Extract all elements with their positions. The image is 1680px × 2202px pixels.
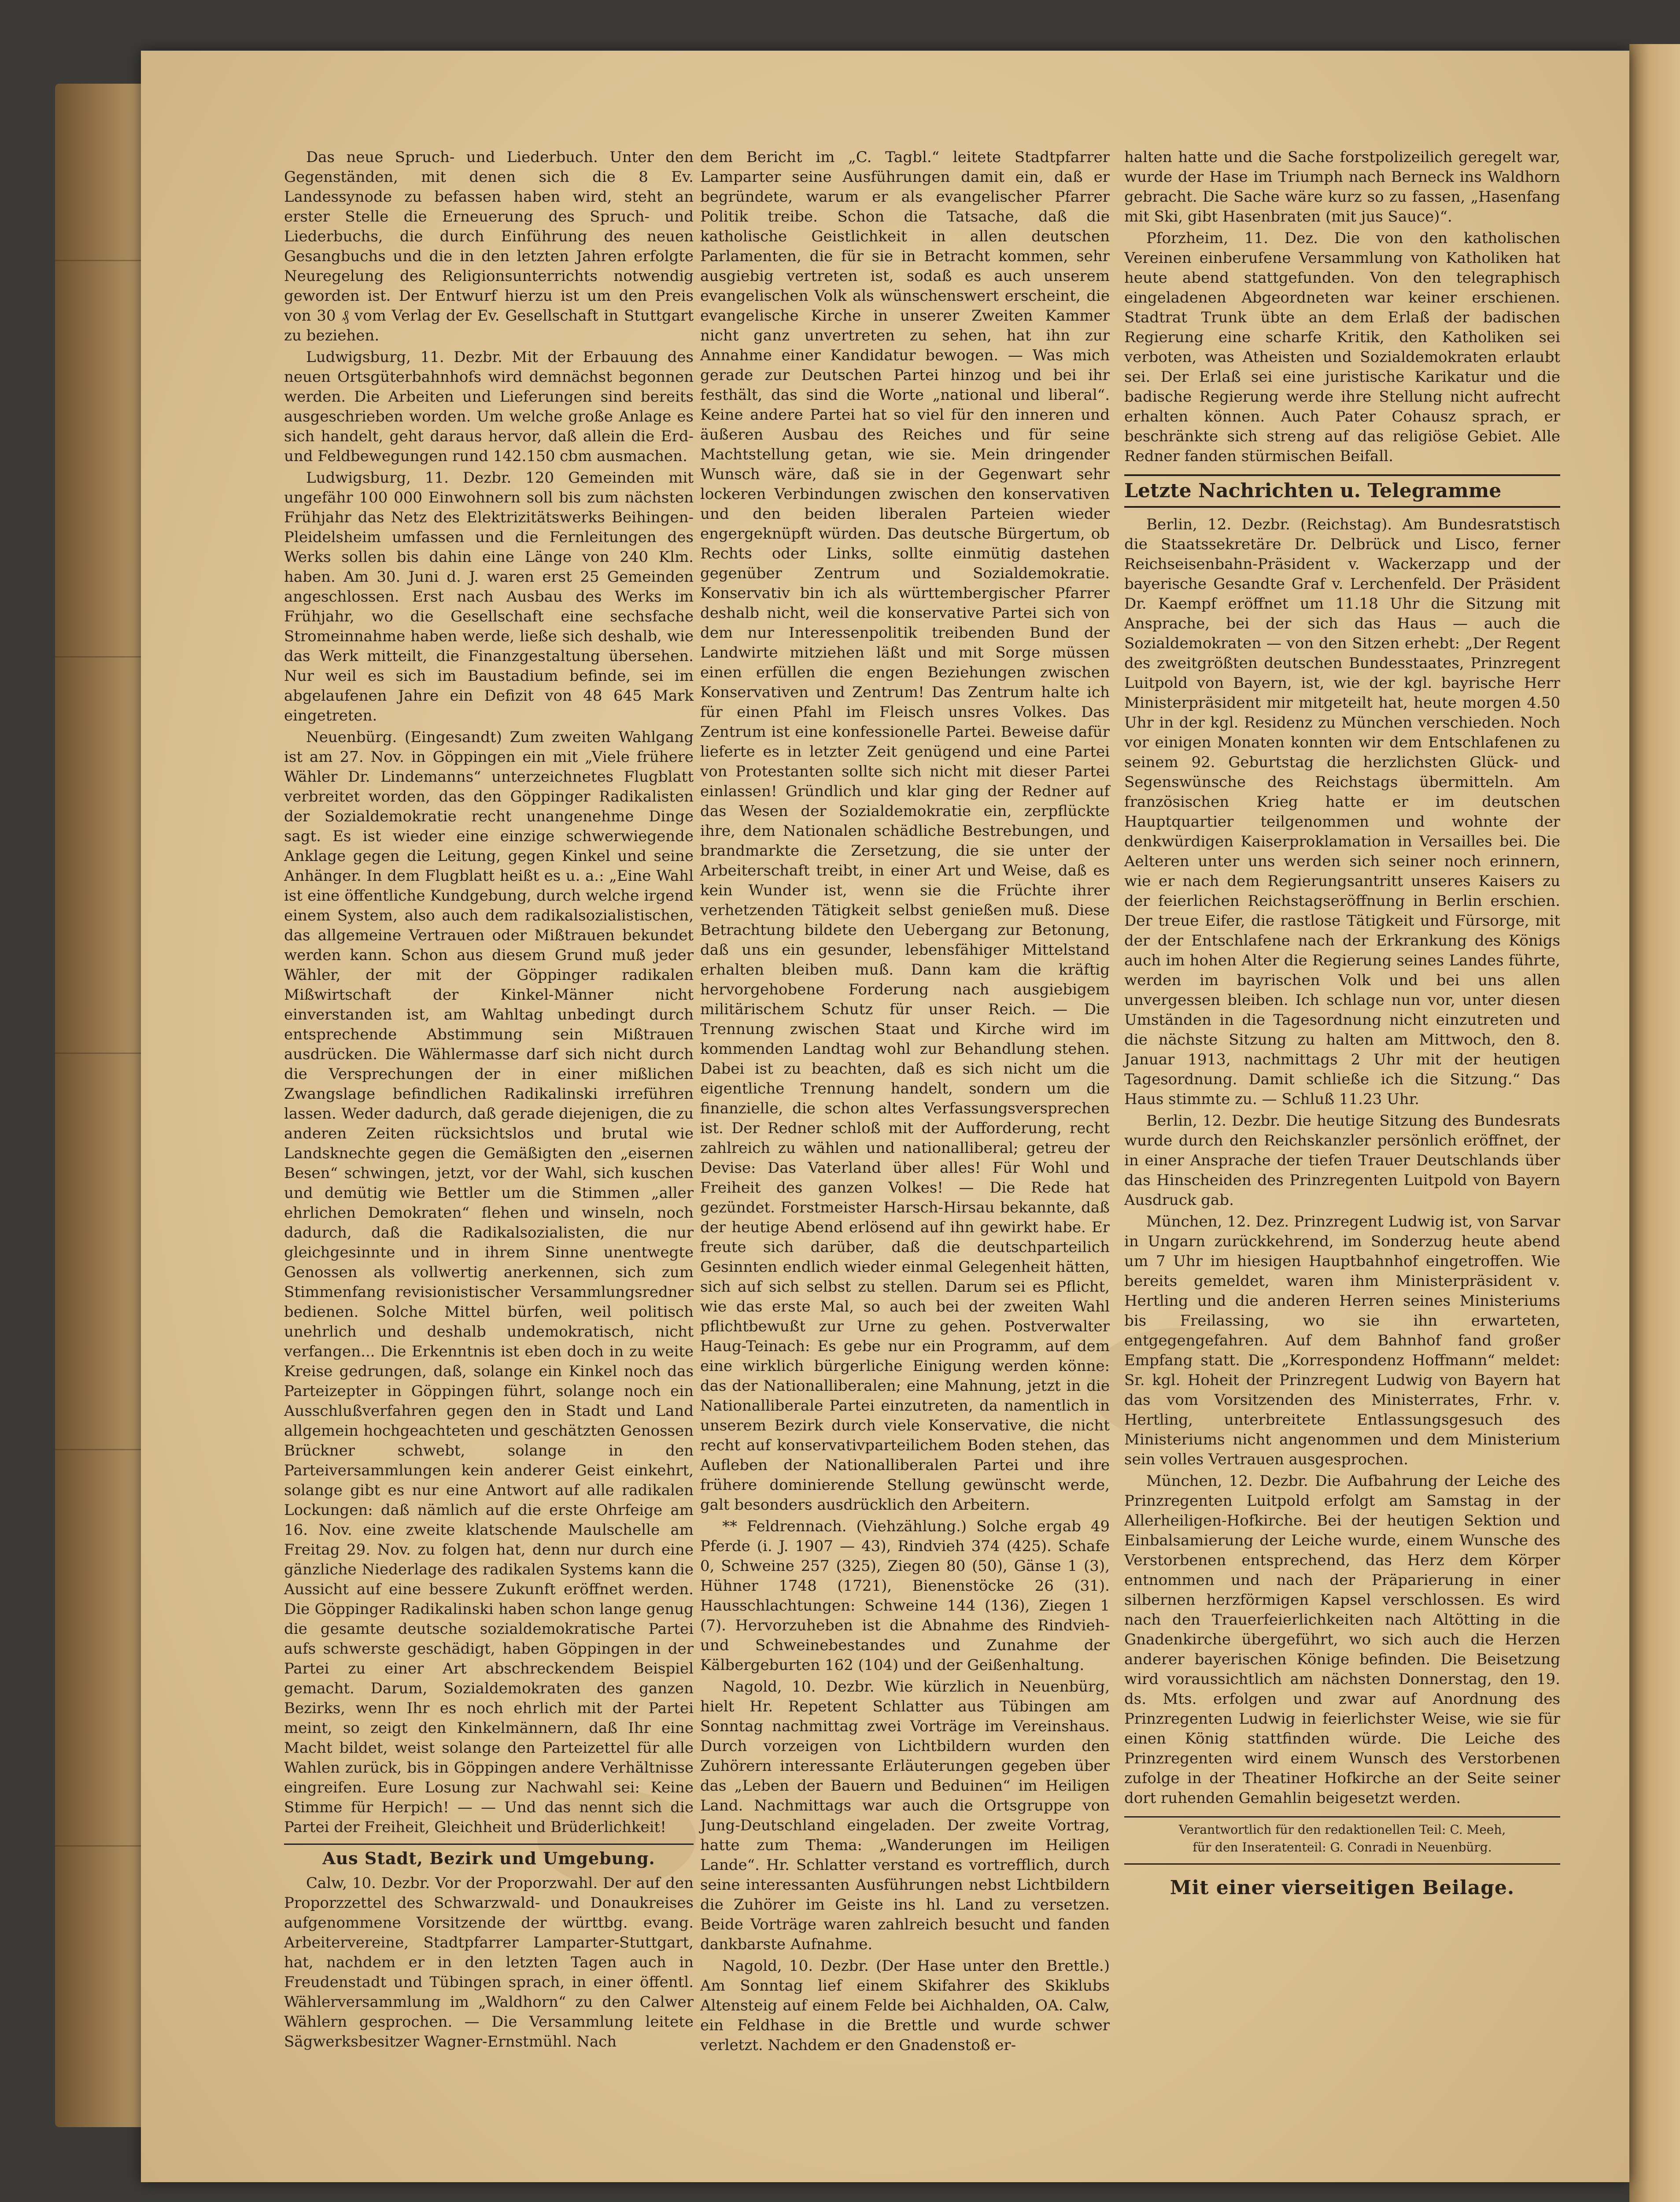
article-paragraph: halten hatte und die Sache forstpolizeilich geregelt war, wurde der Hase im Triumph nach Berneck ins Waldhorn gebracht. Die Sache wäre kurz so zu fassen, „Hasenfang mit Ski, gibt Hasenbraten (mit jus Sauce)“. bbox=[1124, 148, 1560, 225]
next-page-edge bbox=[1629, 44, 1680, 2202]
article-paragraph: Nagold, 10. Dezbr. (Der Hase unter den Brettle.) Am Sonntag lief einem Skifahrer des Skiklubs Altensteig auf einem Felde bei Aichhalden, OA. Calw, ein Feldhase in die Brettle und wurde schwer verletzt. Nachdem er den Gnadenstoß er- bbox=[700, 1957, 1110, 2054]
responsible-editor-line: Verantwortlich für den redaktionellen Teil: C. Meeh, bbox=[1178, 1822, 1506, 1837]
supplement-note: Mit einer vierseitigen Beilage. bbox=[1170, 1877, 1515, 1899]
article-paragraph: Neuenbürg. (Eingesandt) Zum zweiten Wahlgang ist am 27. Nov. in Göppingen ein mit „Viele frühere Wähler Dr. Lindemanns“ unterzeichnetes Flugblatt verbreitet worden, das den Göppinger Radikalisten der Sozialdemokratie recht unangenehme Dinge sagt. Es ist wieder eine einzige schwerwiegende Anklage gegen die Leitung, gegen Kinkel und seine Anhänger. In dem Flugblatt heißt es u. a.: „Eine Wahl ist eine öffentliche Kundgebung, durch welche irgend einem System, also auch dem radikalsozialistischen, das allgemeine Vertrauen oder Mißtrauen bekundet werden kann. Schon aus diesem Grund muß jeder Wähler, der mit der Göppinger radikalen Mißwirtschaft der Kinkel-Männer nicht einverstanden ist, am Wahltag unbedingt durch entsprechende Abstimmung sein Mißtrauen ausdrücken. Die Wählermasse darf sich nicht durch die Versprechungen der in einer mißlichen Zwangslage befindlichen Radikalinski irreführen lassen. Weder dadurch, daß gerade diejenigen, die zu anderen Zeiten rücksichtslos und brutal wie Landsknechte gegen die Gemäßigten den „eisernen Besen“ schwingen, jetzt, vor der Wahl, sich kuschen und demütig wie Bettler um die Stimmen „aller ehrlichen Demokraten“ flehen und winseln, noch dadurch, daß die Radikalsozialisten, die nur gleichgesinnte und in ihrem Sinne unentwegte Genossen als vollwertig anerkennen, sich zum Stimmenfang revisionistischer Versammlungsredner bedienen. Solche Mittel bürfen, weil politisch unehrlich und deshalb undemokratisch, nicht verfangen... Die Erkenntnis ist eben doch in zu weite Kreise gedrungen, daß, solange ein Kinkel noch das Parteizepter in Göppingen führt, solange noch ein Ausschlußverfahren gegen den in Stadt und Land allgemein hochgeachteten und geschätzten Genossen Brückner schwebt, solange in den Parteiversammlungen kein anderer Geist einkehrt, solange gibt es nur eine Antwort auf alle radikalen Lockungen: daß nämlich auf die erste Ohrfeige am 16. Nov. eine zweite klatschende Maulschelle am Freitag 29. Nov. zu folgen hat, denn nur durch eine gänzliche Niederlage des radikalen Systems kann die Aussicht auf eine bessere Zukunft eröffnet werden. Die Göppinger Radikalinski haben schon lange genug die gesamte deutsche sozialdemokratische Partei aufs schwerste geschädigt, haben Göppingen in der Partei zu einer Art abschreckendem Beispiel gemacht. Darum, Sozialdemokraten des ganzen Bezirks, wenn Ihr es noch ehrlich mit der Partei meint, so zeigt den Kinkelmännern, daß Ihr eine Macht bildet, weist solange den Parteizettel für alle Wahlen zurück, bis in Göppingen andere Verhältnisse eingreifen. Eure Losung zur Nachwahl sei: Keine Stimme für Herpich! — — Und das nennt sich die Partei der Freiheit, Gleichheit und Brüderlichkeit! bbox=[284, 728, 694, 1836]
article-paragraph: München, 12. Dezbr. Die Aufbahrung der Leiche des Prinzregenten Luitpold erfolgt am Samstag in der Allerheiligen-Hofkirche. Bei der heutigen Sektion und Einbalsamierung der Leiche wurde, einem Wunsche des Verstorbenen entsprechend, das Herz dem Körper entnommen und nach der Präparierung in einer silbernen herzförmigen Kapsel verschlossen. Es wird nach den Trauerfeierlichkeiten nach Altötting in die Gnadenkirche übergeführt, wo sich auch die Herzen anderer bayerischen Könige befinden. Die Beisetzung wird voraussichtlich am nächsten Donnerstag, den 19. ds. Mts. erfolgen und zwar auf Anordnung des Prinzregenten Ludwig in feierlichster Weise, wie sie für einen König stattfinden würde. Die Leiche des Prinzregenten wird einem Wunsch des Verstorbenen zufolge in der Theatiner Hofkirche an der Seite seiner dort ruhenden Gemahlin beigesetzt werden. bbox=[1124, 1472, 1560, 1807]
article-paragraph: Pforzheim, 11. Dez. Die von den katholischen Vereinen einberufene Versammlung von Katholiken hat heute abend stattgefunden. Von den telegraphisch eingeladenen Abgeordneten war keiner erschienen. Stadtrat Trunk übte an dem Erlaß der badischen Regierung eine scharfe Kritik, den Katholiken sei verboten, was Atheisten und Sozialdemokraten erlaubt sei. Der Erlaß sei eine juristische Karikatur und die badische Regierung werde ihre Stellung nicht aufrecht erhalten können. Auch Pater Cohausz sprach, er beschränkte sich streng auf das religiöse Gebiet. Alle Redner fanden stürmischen Beifall. bbox=[1124, 229, 1560, 465]
responsible-advert-line: für den Inseratenteil: G. Conradi in Neuenbürg. bbox=[1193, 1840, 1492, 1855]
column-1 bbox=[284, 148, 694, 2051]
article-paragraph: Berlin, 12. Dezbr. Die heutige Sitzung des Bundesrats wurde durch den Reichskanzler persönlich eröffnet, der in einer Ansprache der tiefen Trauer Deutschlands über das Hinscheiden des Prinzregenten Luitpold von Bayern Ausdruck gab. bbox=[1124, 1112, 1560, 1209]
column-3 bbox=[1124, 148, 1560, 1984]
column-2 bbox=[700, 148, 1110, 2054]
article-paragraph: Calw, 10. Dezbr. Vor der Proporzwahl. Der auf den Proporzzettel des Schwarzwald- und Donaukreises aufgenommene Vorsitzende der württbg. evang. Arbeitervereine, Stadtpfarrer Lamparter-Stuttgart, hat, nachdem er in den letzten Tagen auch in Freudenstadt und Tübingen sprach, in einer öffentl. Wählerversammlung im „Waldhorn“ zu den Calwer Wählern gesprochen. — Die Versammlung leitete Sägwerksbesitzer Wagner-Ernstmühl. Nach bbox=[284, 1874, 694, 2051]
article-paragraph: dem Bericht im „C. Tagbl.“ leitete Stadtpfarrer Lamparter seine Ausführungen damit ein, daß er begründete, warum er als evangelischer Pfarrer Politik treibe. Schon die Tatsache, daß die katholische Geistlichkeit in allen deutschen Parlamenten, die für sie in Betracht kommen, sehr ausgiebig vertreten ist, sodaß es auch unserem evangelischen Volk als wünschenswert erscheint, die evangelische Kirche in unserer Zweiten Kammer nicht ganz unvertreten zu sehen, hat ihn zur Annahme einer Kandidatur bewogen. — Was mich gerade zur Deutschen Partei hinzog und bei ihr festhält, das sind die Worte „national und liberal“. Keine andere Partei hat so viel für den inneren und äußeren Ausbau des Reiches und für seine Machtstellung getan, wie sie. Mein dringender Wunsch wäre, daß sie in der Gegenwart sehr lockeren Verbindungen zwischen den konservativen und den beiden liberalen Parteien wieder engergeknüpft würden. Das deutsche Bürgertum, ob Rechts oder Links, sollte einmütig dastehen gegenüber Zentrum und Sozialdemokratie. Konservativ bin ich als württembergischer Pfarrer deshalb nicht, weil die konservative Partei sich von dem nur Interessenpolitik treibenden Bund der Landwirte mitziehen läßt und mit Sorge müssen einen erfüllen die engen Beziehungen zwischen Konservativen und Zentrum! Das Zentrum halte ich für einen Pfahl im Fleisch unsres Volkes. Das Zentrum ist eine konfessionelle Partei. Beweise dafür lieferte es in letzter Zeit genügend und eine Partei von Protestanten sollte sich nicht mit dieser Partei einlassen! Gründlich und klar ging der Redner auf das Wesen der Sozialdemokratie ein, zerpflückte ihre, dem Nationalen schädliche Bestrebungen, und brandmarkte die Zersetzung, die sie unter der Arbeiterschaft treibt, in einer Art und Weise, daß es kein Wunder ist, wenn sie die Früchte ihrer verhetzenden Tätigkeit selbst genießen muß. Diese Betrachtung bildete den Uebergang zur Betonung, daß uns ein gesunder, lebensfähiger Mittelstand erhalten bleiben muß. Dann kam die kräftig hervorgehobene Forderung nach ausgiebigem militärischem Schutz für unser Reich. — Die Trennung zwischen Staat und Kirche wird im kommenden Landtag wohl zur Behandlung stehen. Dabei ist zu beachten, daß es sich nicht um die eigentliche Trennung handelt, sondern um die finanzielle, die schon altes Verfassungsversprechen ist. Der Redner schloß mit der Aufforderung, recht zahlreich zu wählen und nationalliberal; getreu der Devise: Das Vaterland über alles! Für Wohl und Freiheit des ganzen Volkes! — Die Rede hat gezündet. Forstmeister Harsch-Hirsau bekannte, daß der heutige Abend erlösend auf ihn gewirkt habe. Er freute sich darüber, daß die deutschparteilich Gesinnten endlich wieder einmal Gelegenheit hätten, sich auf sich selbst zu stellen. Darum sei es Pflicht, wie das erste Mal, so auch bei der zweiten Wahl pflichtbewußt zur Urne zu gehen. Postverwalter Haug-Teinach: Es gebe nur ein Programm, auf dem eine wirklich bürgerliche Einigung werden könne: das der Nationalliberalen; eine Mahnung, jetzt in die Nationalliberale Partei einzutreten, da namentlich in unserem Bezirk durch viele Konservative, die nicht recht auf konservativparteilichem Boden stehen, das Aufleben der Nationalliberalen Partei und ihre frühere dominierende Stellung gewünscht werde, galt besonders ausdrücklich den Arbeitern. bbox=[700, 148, 1110, 1514]
article-paragraph: Das neue Spruch- und Liederbuch. Unter den Gegenständen, mit denen sich die 8 Ev. Landessynode zu befassen haben wird, steht an erster Stelle die Erneuerung des Spruch- und Liederbuchs, die durch Einführung des neuen Gesangbuchs und die in den letzten Jahren erfolgte Neuregelung des Religionsunterrichts notwendig geworden ist. Der Entwurf hierzu ist um den Preis von 30 ₰ vom Verlag der Ev. Gesellschaft in Stuttgart zu beziehen. bbox=[284, 148, 694, 344]
article-paragraph: Nagold, 10. Dezbr. Wie kürzlich in Neuenbürg, hielt Hr. Repetent Schlatter aus Tübingen am Sonntag nachmittag zwei Vorträge im Vereinshaus. Durch vorzeigen von Lichtbildern wurden den Zuhörern interessante Erläuterungen gegeben über das „Leben der Bauern und Beduinen“ im Heiligen Land. Nachmittags war auch die Ortsgruppe von Jung-Deutschland eingeladen. Der zweite Vortrag, hatte zum Thema: „Wanderungen im Heiligen Lande“. Hr. Schlatter verstand es vortrefflich, durch seine interessanten Ausführungen nebst Lichtbildern die Zuhörer im Geiste ins hl. Land zu versetzen. Beide Vorträge waren zahlreich besucht und fanden dankbarste Aufnahme. bbox=[700, 1678, 1110, 1953]
article-paragraph: ** Feldrennach. (Viehzählung.) Solche ergab 49 Pferde (i. J. 1907 — 43), Rindvieh 374 (425). Schafe 0, Schweine 257 (325), Ziegen 80 (50), Gänse 1 (3), Hühner 1748 (1721), Bienenstöcke 26 (31). Hausschlachtungen: Schweine 144 (136), Ziegen 1 (7). Hervorzuheben ist die Abnahme des Rindvieh- und Schweinebestandes und Zunahme der Kälbergeburten 162 (104) und der Geißenhaltung. bbox=[700, 1518, 1110, 1674]
divider bbox=[1124, 1816, 1560, 1818]
article-paragraph: Ludwigsburg, 11. Dezbr. 120 Gemeinden mit ungefähr 100 000 Einwohnern soll bis zum nächsten Frühjahr das Netz des Elektrizitätswerks Beihingen-Pleidelsheim umfassen und die Fernleitungen des Werks sollen bis dahin eine Länge von 240 Klm. haben. Am 30. Juni d. J. waren erst 25 Gemeinden angeschlossen. Erst nach Ausbau des Werks im Frühjahr, wo die Gesellschaft eine sechsfache Stromeinnahme haben werde, ließe sich deshalb, wie das Werk mitteilt, die Finanzgestaltung übersehen. Nur weil es sich im Baustadium befinde, sei im abgelaufenen Jahre ein Defizit von 48 645 Mark eingetreten. bbox=[284, 469, 694, 724]
latest-news-heading: Letzte Nachrichten u. Telegramme bbox=[1124, 474, 1560, 508]
article-paragraph: München, 12. Dez. Prinzregent Ludwig ist, von Sarvar in Ungarn zurückkehrend, im Sonderzug heute abend um 7 Uhr im hiesigen Hauptbahnhof eingetroffen. Wie bereits gemeldet, waren ihm Ministerpräsident v. Hertling und die anderen Herren seines Ministeriums bis Freilassing, wo sie ihn erwarteten, entgegengefahren. Auf dem Bahnhof fand großer Empfang statt. Die „Korrespondenz Hoffmann“ meldet: Sr. kgl. Hoheit der Prinzregent Ludwig von Bayern hat das vom Vorsitzenden des Ministerrates, Frhr. v. Hertling, unterbreitete Entlassungsgesuch des Ministeriums nicht angenommen und dem Ministerium sein volles Vertrauen ausgesprochen. bbox=[1124, 1213, 1560, 1468]
section-heading: Aus Stadt, Bezirk und Umgebung. bbox=[284, 1844, 694, 1868]
article-paragraph: Berlin, 12. Dezbr. (Reichstag). Am Bundesratstisch die Staatssekretäre Dr. Delbrück und Lisco, ferner Reichseisenbahn-Präsident v. Wackerzapp und der bayerische Gesandte Graf v. Lerchenfeld. Der Präsident Dr. Kaempf eröffnet um 11.18 Uhr die Sitzung mit Ansprache, bei der sich das Haus — auch die Sozialdemokraten — von den Sitzen erhebt: „Der Regent des zweitgrößten deutschen Bundesstaates, Prinzregent Luitpold von Bayern, ist, wie der kgl. bayrische Herr Ministerpräsident mir mitgeteilt hat, heute morgen 4.50 Uhr in der kgl. Residenz zu München verschieden. Noch vor einigen Monaten konnten wir dem Entschlafenen zu seinem 92. Geburtstag die herzlichsten Glück- und Segenswünsche des Reichstags übermitteln. Am französischen Krieg hatte er im deutschen Hauptquartier teilgenommen und wohnte der denkwürdigen Kaiserproklamation in Versailles bei. Die Aelteren unter uns werden sich seiner noch erinnern, wie er nach dem Regierungsantritt unseres Kaisers zu der feierlichen Reichstagseröffnung in Berlin erschien. Der treue Eifer, die rastlose Tätigkeit und Fürsorge, mit der der Entschlafene nach der Erkrankung des Königs auch im hohen Alter die Regierung seines Landes führte, werden im bayrischen Volk und bei uns allen unvergessen bleiben. Ich schlage nun vor, unter diesen Umständen in die Tagesordnung nicht einzutreten und die nächste Sitzung zu halten am Mittwoch, den 8. Januar 1913, nachmittags 2 Uhr mit der heutigen Tagesordnung. Damit schließe ich die Sitzung.“ Das Haus stimmte zu. — Schluß 11.23 Uhr. bbox=[1124, 516, 1560, 1108]
article-paragraph: Ludwigsburg, 11. Dezbr. Mit der Erbauung des neuen Ortsgüterbahnhofs wird demnächst begonnen werden. Die Arbeiten und Lieferungen sind bereits ausgeschrieben worden. Um welche große Anlage es sich handelt, geht daraus hervor, daß allein die Erd- und Feldbewegungen rund 142.150 cbm ausmachen. bbox=[284, 348, 694, 465]
divider bbox=[1124, 1863, 1560, 1865]
